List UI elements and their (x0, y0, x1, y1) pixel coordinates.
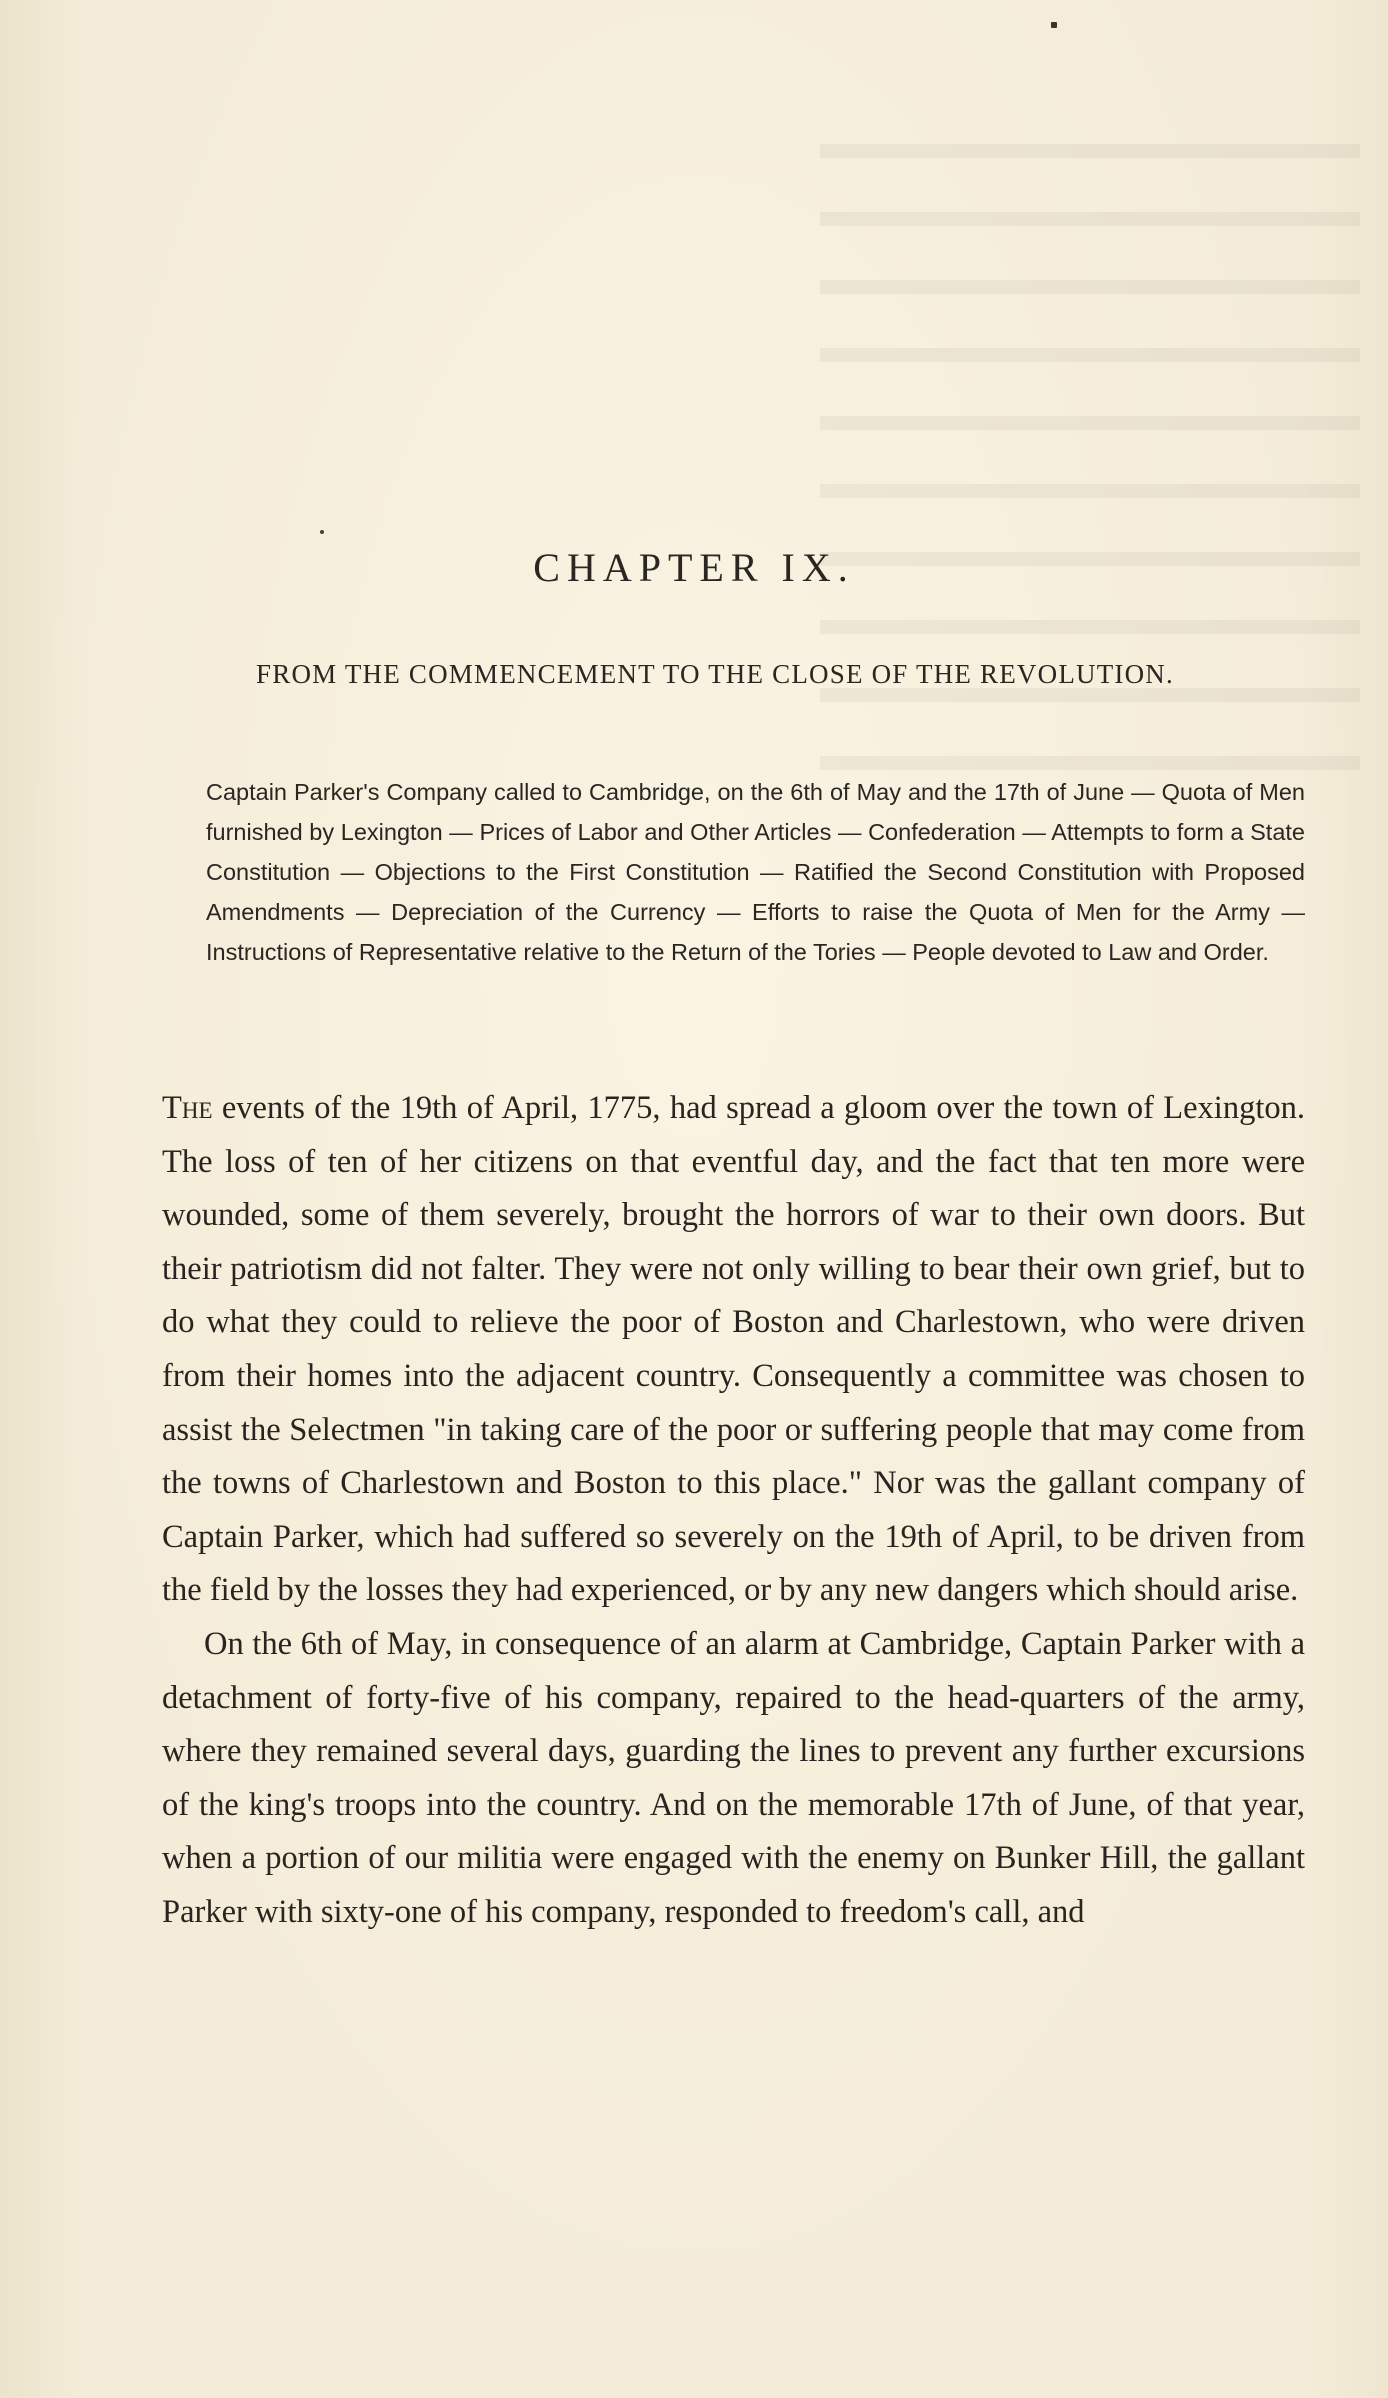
body-text (162, 1082, 1305, 1940)
body-paragraph (162, 1082, 1305, 1618)
chapter-synopsis: Captain Parker's Company called to Cambridge, on the 6th of May and the 17th of June — Quota of Men furnished by Lexington — Prices of Labor and Other Articles — Confederation — Attempts to form a State Constitution — Objections to the First Constitution — Ratified the Second Constitution with Proposed Amendments — Depreciation of the Currency — Efforts to raise the Quota of Men for the Army — Instructions of Representative relative to the Return of the Tories — People devoted to Law and Order. (206, 779, 1305, 965)
printer-mark (1051, 22, 1057, 28)
body-paragraph: On the 6th of May, in consequence of an alarm at Cambridge, Captain Parker with a detachment of forty-five of his company, repaired to the head-quarters of the army, where they remained several days, guarding the lines to prevent any further excursions of the king's troops into the country. And on the memorable 17th of June, of that year, when a portion of our militia were engaged with the enemy on Bunker Hill, the gallant Parker with sixty-one of his company, responded to freedom's call, and (162, 1625, 1305, 1930)
paragraph-text: events of the 19th of April, 1775, had spread a gloom over the town of Lexington. The loss of ten of her citizens on that eventful day, and the fact that ten more were wounded, some of them severely, brought the horrors of war to their own doors. But their patriotism did not falter. They were not only willing to bear their own grief, but to do what they could to relieve the poor of Boston and Charlestown, who were driven from their homes into the adjacent country. Consequently a committee was chosen to assist the Selectmen "in taking care of the poor or suffering people that may come from the towns of Charlestown and Boston to this place." Nor was the gallant company of Captain Parker, which had suffered so severely on the 19th of April, to be driven from the field by the losses they had experienced, or by any new dangers which should arise. (162, 1090, 1305, 1609)
chapter-subtitle: FROM THE COMMENCEMENT TO THE CLOSE OF THE REVOLUTION. (256, 659, 1174, 689)
chapter-title: CHAPTER IX. (533, 545, 855, 590)
ink-speck (320, 530, 324, 534)
lead-word: The (162, 1090, 213, 1126)
